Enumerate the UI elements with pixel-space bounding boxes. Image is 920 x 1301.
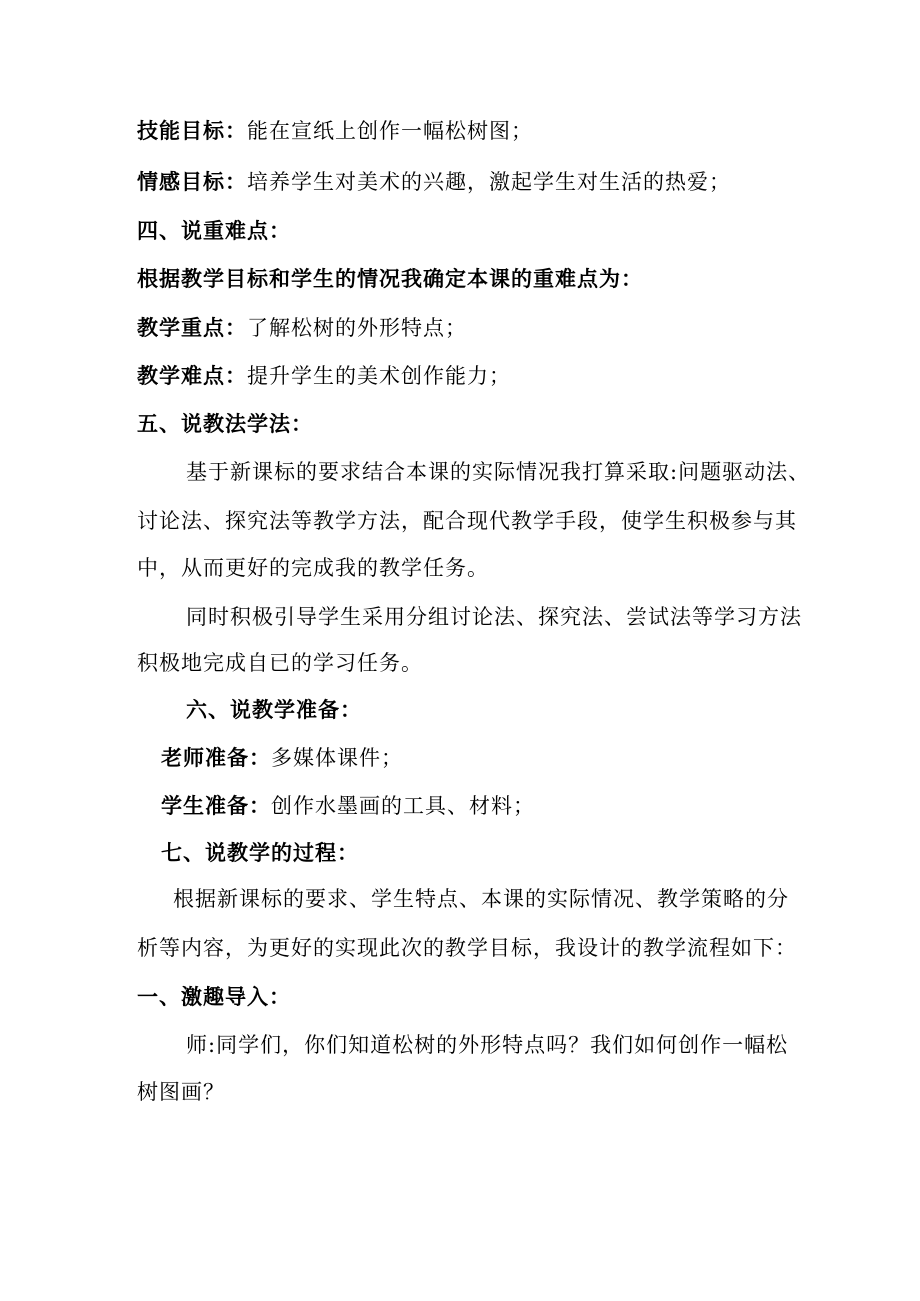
skill-goal-label: 技能目标： (137, 119, 247, 143)
section5-p1-line1: 基于新课标的要求结合本课的实际情况我打算采取:问题驱动法、 (186, 460, 811, 484)
section5-title: 五、说教法学法： (137, 412, 313, 436)
section5-p2-line2: 积极地完成自已的学习任务。 (137, 651, 423, 675)
difficult-point-label: 教学难点： (137, 364, 247, 388)
skill-goal-text: 能在宣纸上创作一幅松树图； (247, 119, 533, 143)
student-prep-label: 学生准备： (161, 794, 271, 818)
emotion-goal-text: 培养学生对美术的兴趣，激起学生对生活的热爱； (247, 170, 731, 194)
section7-p-line1: 根据新课标的要求、学生特点、本课的实际情况、教学策略的分 (173, 887, 789, 911)
teacher-prep-label: 老师准备： (161, 746, 271, 770)
section6-title: 六、说教学准备： (186, 698, 362, 722)
difficult-point-line (137, 361, 511, 391)
section4-title: 四、说重难点： (137, 219, 291, 243)
key-point-text: 了解松树的外形特点； (247, 316, 467, 340)
key-point-label: 教学重点： (137, 316, 247, 340)
section5-p1-line3: 中，从而更好的完成我的教学任务。 (137, 556, 489, 580)
emotion-goal-label: 情感目标： (137, 170, 247, 194)
step1-p-line2: 树图画？ (137, 1080, 225, 1104)
student-prep-text: 创作水墨画的工具、材料； (271, 794, 535, 818)
key-point-line (137, 313, 467, 343)
difficult-point-text: 提升学生的美术创作能力； (247, 364, 511, 388)
section5-p2-line1: 同时积极引导学生采用分组讨论法、探究法、尝试法等学习方法 (186, 605, 802, 629)
step1-p-line1: 师:同学们，你们知道松树的外形特点吗？我们如何创作一幅松 (186, 1033, 789, 1057)
teacher-prep-text: 多媒体课件； (271, 746, 403, 770)
skill-goal-line (137, 116, 533, 146)
section4-intro: 根据教学目标和学生的情况我确定本课的重难点为： (137, 267, 643, 291)
step1-title: 一、激趣导入： (137, 985, 291, 1009)
emotion-goal-line (137, 167, 731, 197)
section7-title: 七、说教学的过程： (161, 841, 359, 865)
section7-p-line2: 析等内容，为更好的实现此次的教学目标，我设计的教学流程如下： (137, 936, 797, 960)
teacher-prep-line (161, 743, 403, 773)
student-prep-line (161, 791, 535, 821)
section5-p1-line2: 讨论法、探究法等教学方法，配合现代教学手段，使学生积极参与其 (137, 509, 797, 533)
